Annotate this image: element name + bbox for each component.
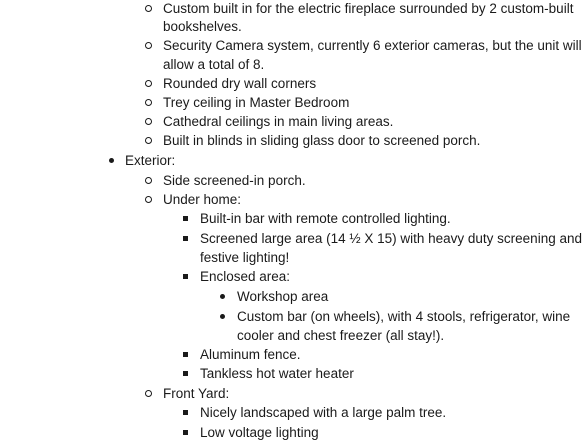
square-bullet-icon	[180, 423, 190, 442]
list-item-continuation: festive lighting!	[200, 250, 290, 265]
list-item: Built in blinds in sliding glass door to screened porch.	[163, 133, 481, 148]
list-item: Custom built in for the electric fireplace surrounded by 2 custom-built	[163, 1, 574, 16]
square-bullet-icon	[180, 209, 190, 228]
hollow-circle-bullet-icon	[143, 384, 153, 403]
square-bullet-icon	[180, 229, 190, 248]
list-item: Security Camera system, currently 6 exterior cameras, but the unit will	[163, 38, 582, 53]
list-item: Tankless hot water heater	[200, 366, 354, 381]
square-bullet-icon	[180, 403, 190, 422]
list-item: Low voltage lighting	[200, 425, 319, 440]
list-item: Nicely landscaped with a large palm tree.	[200, 405, 447, 420]
list-item: Under home:	[163, 192, 242, 207]
list-item: Workshop area	[237, 289, 329, 304]
section-heading: Exterior:	[125, 153, 176, 168]
square-bullet-icon	[180, 364, 190, 383]
list-item: Aluminum fence.	[200, 347, 301, 362]
hollow-circle-bullet-icon	[143, 190, 153, 209]
list-item-continuation: allow a total of 8.	[163, 57, 265, 72]
list-item: Built-in bar with remote controlled lighting.	[200, 211, 451, 226]
list-item: Enclosed area:	[200, 269, 291, 284]
list-item-continuation: cooler and chest freezer (all stay!).	[237, 328, 445, 343]
hollow-circle-bullet-icon	[143, 131, 153, 150]
hollow-circle-bullet-icon	[143, 112, 153, 131]
list-item-continuation: bookshelves.	[163, 19, 242, 34]
hollow-circle-bullet-icon	[143, 93, 153, 112]
hollow-circle-bullet-icon	[143, 171, 153, 190]
list-item: Custom bar (on wheels), with 4 stools, refrigerator, wine	[237, 309, 571, 324]
square-bullet-icon	[180, 345, 190, 364]
list-item: Side screened-in porch.	[163, 173, 306, 188]
list-item: Trey ceiling in Master Bedroom	[163, 95, 350, 110]
hollow-circle-bullet-icon	[143, 36, 153, 55]
filled-dot-bullet-icon	[106, 151, 116, 170]
hollow-circle-bullet-icon	[143, 74, 153, 93]
hollow-circle-bullet-icon	[143, 0, 153, 18]
filled-dot-bullet-icon	[217, 287, 227, 306]
list-item: Screened large area (14 ½ X 15) with heavy duty screening and	[200, 231, 582, 246]
list-item: Cathedral ceilings in main living areas.	[163, 114, 394, 129]
filled-dot-bullet-icon	[217, 307, 227, 326]
list-item: Rounded dry wall corners	[163, 76, 317, 91]
square-bullet-icon	[180, 267, 190, 286]
list-item: Front Yard:	[163, 386, 230, 401]
